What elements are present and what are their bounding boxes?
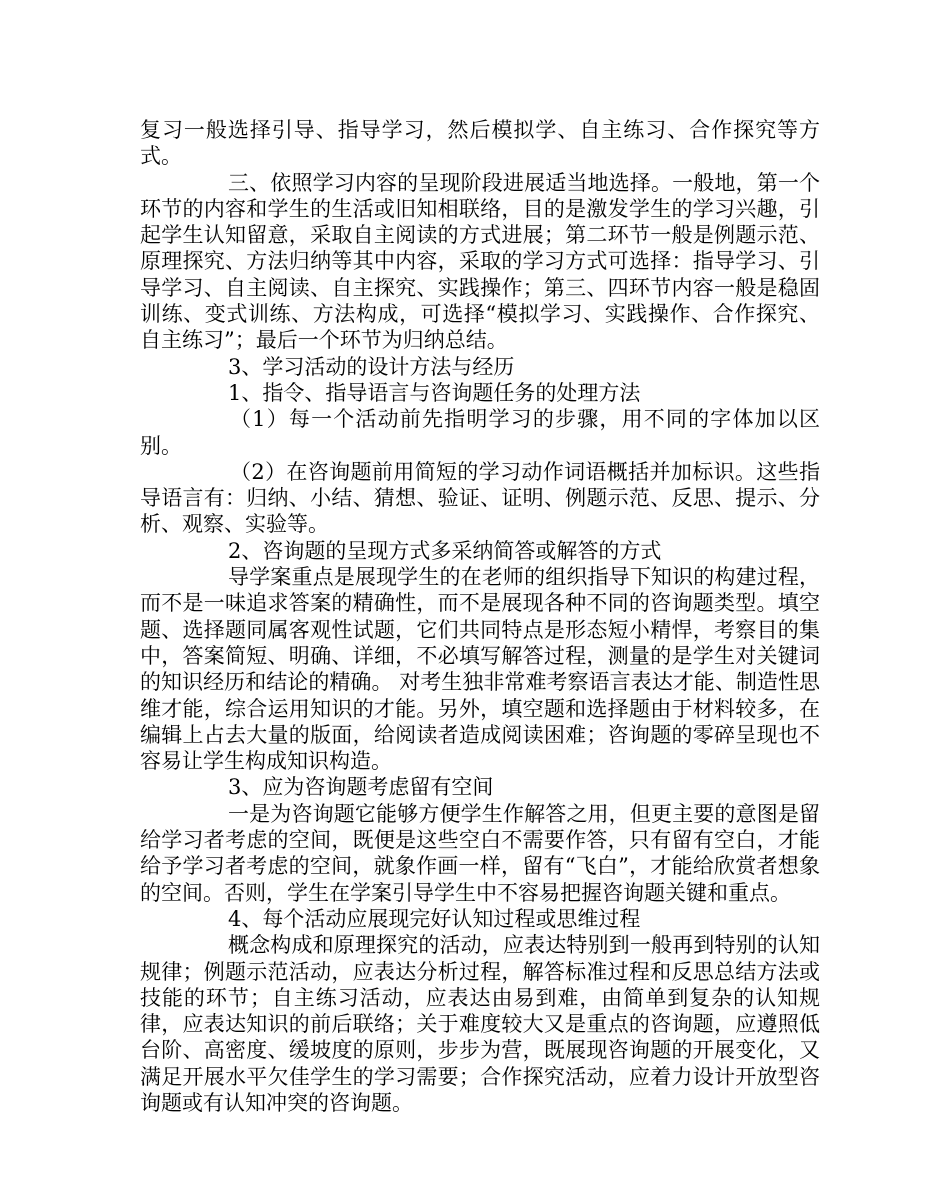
document-body	[140, 117, 820, 1116]
subsection-heading-2: 2、咨询题的呈现方式多采纳简答或解答的方式	[228, 538, 662, 563]
paragraph-subsection-2: 导学案重点是展现学生的在老师的组织指导下知识的构建过程，而不是一味追求答案的精确性，而不是展现各种不同的咨询题类型。填空题、选择题同属客观性试题，它们共同特点是形态短小精悍，考察目的集中，答案简短、明确、详细，不必填写解答过程，测量的是学生对关键词的知识经历和结论的精确。 对考生独非常难考察语言表达才能、制造性思维才能，综合运用知识的才能。另外，填空题和选择题由于材料较多，在编辑上占去大量的版面，给阅读者造成阅读困难；咨询题的零碎呈现也不容易让学生构成知识构造。	[140, 565, 820, 774]
paragraph-note-2: （2）在咨询题前用简短的学习动作词语概括并加标识。这些指导语言有：归纳、小结、猜想、验证、证明、例题示范、反思、提示、分析、观察、实验等。	[140, 459, 820, 537]
paragraph-subsection-3: 一是为咨询题它能够方便学生作解答之用，但更主要的意图是留给学习者考虑的空间，既便是这些空白不需要作答，只有留有空白，才能给予学习者考虑的空间，就象作画一样，留有“飞白”，才能给欣赏者想象的空间。否则，学生在学案引导学生中不容易把握咨询题关键和重点。	[140, 801, 820, 905]
paragraph-item-three: 三、依照学习内容的呈现阶段进展适当地选择。一般地，第一个环节的内容和学生的生活或旧知相联络，目的是激发学生的学习兴趣，引起学生认知留意，采取自主阅读的方式进展；第二环节一般是例题示范、原理探究、方法归纳等其中内容，采取的学习方式可选择：指导学习、引导学习、自主阅读、自主探究、实践操作；第三、四环节内容一般是稳固训练、变式训练、方法构成，可选择“模拟学习、实践操作、合作探究、自主练习”；最后一个环节为归纳总结。	[140, 170, 820, 353]
subsection-heading-3: 3、应为咨询题考虑留有空间	[228, 775, 494, 800]
paragraph-note-1: （1）每一个活动前先指明学习的步骤，用不同的字体加以区别。	[140, 407, 820, 458]
subsection-heading-4: 4、每个活动应展现完好认知过程或思维过程	[228, 906, 641, 931]
section-heading-3: 3、学习活动的设计方法与经历	[228, 354, 515, 379]
paragraph-continuation: 复习一般选择引导、指导学习，然后模拟学、自主练习、合作探究等方式。	[140, 118, 820, 169]
paragraph-subsection-4: 概念构成和原理探究的活动，应表达特别到一般再到特别的认知规律；例题示范活动，应表达分析过程，解答标准过程和反思总结方法或技能的环节；自主练习活动，应表达由易到难，由简单到复杂的认知规律，应表达知识的前后联络；关于难度较大又是重点的咨询题，应遵照低台阶、高密度、缓坡度的原则，步步为营，既展现咨询题的开展变化，又满足开展水平欠佳学生的学习需要；合作探究活动，应着力设计开放型咨询题或有认知冲突的咨询题。	[140, 933, 820, 1115]
subsection-heading-1: 1、指令、指导语言与咨询题任务的处理方法	[228, 380, 641, 405]
